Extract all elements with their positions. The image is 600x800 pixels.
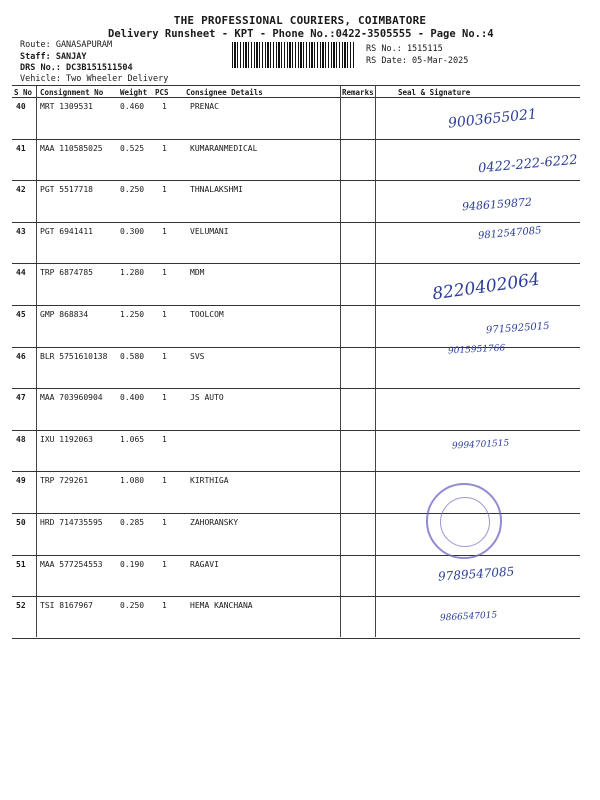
row-consignment: MAA 703960904 — [40, 393, 103, 403]
rs-date: RS Date: 05-Mar-2025 — [366, 56, 469, 66]
table-header-line — [12, 97, 580, 98]
row-weight: 1.065 — [120, 434, 145, 444]
row-consignment: TRP 729261 — [40, 476, 89, 486]
row-weight: 1.080 — [120, 476, 145, 486]
row-divider — [12, 222, 580, 223]
row-divider — [12, 471, 580, 472]
row-signature: 0422-222-6222 — [477, 152, 579, 176]
row-divider — [12, 263, 580, 264]
row-divider — [12, 139, 580, 140]
row-divider — [12, 180, 580, 181]
row-weight: 0.580 — [120, 351, 145, 361]
col-header-consignment: Consignment No — [40, 88, 104, 97]
row-consignment: HRD 714735595 — [40, 518, 103, 527]
row-consignment: PGT 6941411 — [40, 226, 93, 236]
row-signature: 9789547085 — [437, 563, 515, 584]
row-signature: 9715925015 — [485, 320, 550, 337]
row-signature: 8220402064 — [431, 269, 542, 305]
row-pcs: 1 — [162, 310, 167, 319]
row-pcs: 1 — [162, 268, 167, 278]
row-weight: 1.280 — [120, 268, 145, 278]
row-consignee: KUMARANMEDICAL — [190, 143, 258, 153]
company-title: THE PROFESSIONAL COURIERS, COIMBATORE — [173, 14, 427, 27]
row-weight: 0.300 — [120, 226, 145, 236]
row-pcs: 1 — [162, 476, 167, 486]
barcode — [232, 42, 354, 68]
row-pcs: 1 — [162, 434, 167, 444]
row-signature: 9812547085 — [477, 225, 542, 242]
staff-label: Staff: SANJAY — [20, 52, 87, 62]
row-consignee: THNALAKSHMI — [190, 185, 243, 195]
row-consignee: ZAHORANSKY — [190, 518, 239, 527]
row-pcs: 1 — [162, 601, 167, 611]
row-consignment: TRP 6874785 — [40, 268, 93, 278]
row-sno: 45 — [16, 310, 26, 319]
row-sno: 52 — [16, 601, 26, 611]
row-consignment: PGT 5517718 — [40, 185, 93, 195]
row-weight: 0.400 — [120, 393, 145, 403]
col-header-pcs: PCS — [155, 88, 169, 97]
row-consignment: MAA 110585025 — [40, 143, 103, 153]
row-consignment: BLR 5751610138 — [40, 351, 108, 361]
row-sno: 42 — [16, 185, 26, 195]
row-signature: 9994701515 — [451, 438, 510, 452]
row-consignee: SVS — [190, 351, 205, 361]
row-pcs: 1 — [162, 185, 167, 195]
col-header-consignee: Consignee Details — [186, 88, 263, 97]
row-consignee: HEMA KANCHANA — [190, 601, 253, 611]
row-divider — [12, 430, 580, 431]
drs-label: DRS No.: DC3B151511504 — [20, 63, 133, 73]
row-consignment: MRT 1309531 — [40, 102, 93, 111]
row-sno: 49 — [16, 476, 26, 486]
row-pcs: 1 — [162, 351, 167, 361]
row-weight: 0.250 — [120, 185, 145, 195]
vehicle-label: Vehicle: Two Wheeler Delivery — [20, 74, 169, 84]
row-sno: 41 — [16, 143, 26, 153]
row-sno: 51 — [16, 559, 26, 569]
row-divider — [12, 555, 580, 556]
col-header-sno: S No — [14, 88, 33, 97]
table-top-line — [12, 85, 580, 86]
col-header-signature: Seal & Signature — [398, 88, 471, 97]
row-divider — [12, 388, 580, 389]
row-consignee: TOOLCOM — [190, 310, 224, 319]
row-consignee: KIRTHIGA — [190, 476, 229, 486]
row-consignment: MAA 577254553 — [40, 559, 103, 569]
runsheet-subtitle: Delivery Runsheet - KPT - Phone No.:0422-3505555 - Page No.:4 — [108, 28, 494, 40]
seal-stamp — [426, 483, 502, 559]
row-sno: 47 — [16, 393, 26, 403]
col-header-weight: Weight — [120, 88, 148, 97]
row-signature: 9015951766 — [447, 343, 506, 357]
row-consignment: GMP 868834 — [40, 310, 89, 319]
row-pcs: 1 — [162, 559, 167, 569]
row-weight: 1.250 — [120, 310, 145, 319]
row-consignment: TSI 8167967 — [40, 601, 93, 611]
row-sno: 50 — [16, 518, 26, 527]
row-pcs: 1 — [162, 143, 167, 153]
row-sno: 48 — [16, 434, 26, 444]
row-divider — [12, 638, 580, 639]
row-sno: 46 — [16, 351, 26, 361]
row-pcs: 1 — [162, 102, 167, 111]
row-consignee: PRENAC — [190, 102, 219, 111]
row-consignee: MDM — [190, 268, 205, 278]
row-weight: 0.460 — [120, 102, 145, 111]
row-weight: 0.285 — [120, 518, 145, 527]
row-weight: 0.525 — [120, 143, 145, 153]
row-signature: 9003655021 — [447, 106, 538, 132]
row-sno: 40 — [16, 102, 26, 111]
row-signature: 9866547015 — [439, 610, 498, 624]
route-label: Route: GANASAPURAM — [20, 40, 113, 50]
rs-number: RS No.: 1515115 — [366, 44, 443, 54]
row-weight: 0.250 — [120, 601, 145, 611]
row-weight: 0.190 — [120, 559, 145, 569]
row-consignment: IXU 1192063 — [40, 434, 93, 444]
row-consignee: JS AUTO — [190, 393, 224, 403]
row-pcs: 1 — [162, 518, 167, 527]
row-consignee: RAGAVI — [190, 559, 219, 569]
row-divider — [12, 305, 580, 306]
row-consignee: VELUMANI — [190, 226, 229, 236]
row-sno: 44 — [16, 268, 26, 278]
row-pcs: 1 — [162, 393, 167, 403]
row-pcs: 1 — [162, 226, 167, 236]
col-header-remarks: Remarks — [342, 88, 374, 97]
row-divider — [12, 596, 580, 597]
row-sno: 43 — [16, 226, 26, 236]
row-signature: 9486159872 — [461, 195, 533, 214]
